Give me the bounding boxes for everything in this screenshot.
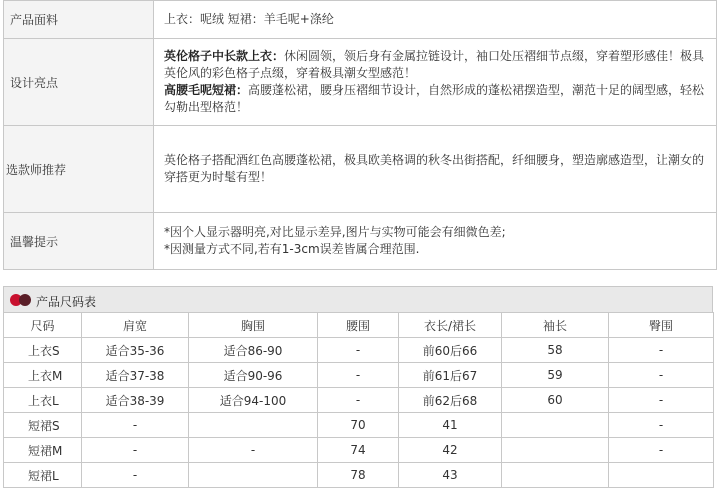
size-cell: 短裙S [4, 413, 82, 438]
size-row [4, 338, 714, 363]
size-cell: 适合94-100 [189, 388, 318, 413]
size-cell: - [609, 388, 714, 413]
size-cell [189, 413, 318, 438]
tips-row [4, 213, 717, 270]
header-size: 尺码 [4, 313, 82, 338]
skirt-title: 高腰毛呢短裙： [163, 83, 248, 97]
top-title: 英伦格子中长款上衣： [163, 49, 284, 63]
design-label: 设计亮点 [4, 39, 154, 126]
size-cell: - [82, 413, 189, 438]
fabric-row [4, 1, 717, 39]
size-cell: - [82, 438, 189, 463]
size-cell: 适合38-39 [82, 388, 189, 413]
size-cell: - [318, 388, 399, 413]
size-cell: 适合90-96 [189, 363, 318, 388]
size-cell: 上衣M [4, 363, 82, 388]
size-cell: - [82, 463, 189, 488]
size-cell: 78 [318, 463, 399, 488]
recommend-label: 选款师推荐 [4, 126, 154, 213]
size-cell: 短裙M [4, 438, 82, 463]
header-waist: 腰围 [318, 313, 399, 338]
size-cell: 41 [399, 413, 502, 438]
recommend-text: 英伦格子搭配酒红色高腰蓬松裙，极具欧美格调的秋冬出街搭配，纤细腰身，塑造廓感造型，让潮女的穿搭更为时髦有型！ [153, 126, 716, 213]
size-cell: - [609, 438, 714, 463]
size-cell: 前60后66 [399, 338, 502, 363]
size-row [4, 363, 714, 388]
design-paragraph-top [164, 48, 706, 82]
size-cell: 前62后68 [399, 388, 502, 413]
design-content [153, 39, 716, 126]
product-info-table [3, 0, 717, 270]
dark-dot-icon [19, 294, 31, 306]
size-chart-header [3, 286, 713, 313]
tips-line-1: *因个人显示器明亮,对比显示差异,图片与实物可能会有细微色差; [163, 225, 506, 239]
size-cell [502, 413, 609, 438]
size-cell: - [318, 338, 399, 363]
size-row [4, 388, 714, 413]
size-cell: 74 [318, 438, 399, 463]
size-cell: - [609, 413, 714, 438]
size-row [4, 413, 714, 438]
fabric-text: 上衣：呢绒 短裙：羊毛呢+涤纶 [153, 1, 716, 39]
size-chart-table [3, 312, 714, 488]
top-desc: 休闲圆领，领后身有金属拉链设计，袖口处压褶细节点缀，穿着塑形感佳！极具英伦风的彩色格子点缀，穿着极具潮女型感范！ [163, 49, 704, 80]
size-row [4, 463, 714, 488]
size-cell: 70 [318, 413, 399, 438]
header-length: 衣长/裙长 [399, 313, 502, 338]
size-cell: 短裙L [4, 463, 82, 488]
header-shoulder: 肩宽 [82, 313, 189, 338]
size-cell [502, 438, 609, 463]
size-cell: 适合37-38 [82, 363, 189, 388]
recommend-row [4, 126, 717, 213]
size-cell: 60 [502, 388, 609, 413]
size-cell: 适合86-90 [189, 338, 318, 363]
size-cell: 前61后67 [399, 363, 502, 388]
size-cell [189, 463, 318, 488]
size-cell: 上衣L [4, 388, 82, 413]
tips-content [153, 213, 716, 270]
size-cell: - [609, 363, 714, 388]
size-cell: 58 [502, 338, 609, 363]
size-chart-title: 产品尺码表 [36, 295, 97, 309]
tips-label: 温馨提示 [4, 213, 154, 270]
size-header-row [4, 313, 714, 338]
size-cell: - [609, 338, 714, 363]
header-hip: 臀围 [609, 313, 714, 338]
design-row [4, 39, 717, 126]
size-cell [609, 463, 714, 488]
size-cell: 43 [399, 463, 502, 488]
size-cell: 42 [399, 438, 502, 463]
size-cell: 适合35-36 [82, 338, 189, 363]
size-cell: - [189, 438, 318, 463]
fabric-label: 产品面料 [4, 1, 154, 39]
header-sleeve: 袖长 [502, 313, 609, 338]
size-row [4, 438, 714, 463]
size-cell: 59 [502, 363, 609, 388]
size-cell [502, 463, 609, 488]
size-cell: 上衣S [4, 338, 82, 363]
design-paragraph-skirt [164, 82, 706, 116]
size-cell: - [318, 363, 399, 388]
skirt-desc: 高腰蓬松裙，腰身压褶细节设计，自然形成的蓬松裙摆造型，潮范十足的阔型感，轻松勾勒出型格范！ [163, 83, 704, 114]
tips-line-2: *因测量方式不同,若有1-3cm误差皆属合理范围. [163, 242, 420, 256]
header-chest: 胸围 [189, 313, 318, 338]
